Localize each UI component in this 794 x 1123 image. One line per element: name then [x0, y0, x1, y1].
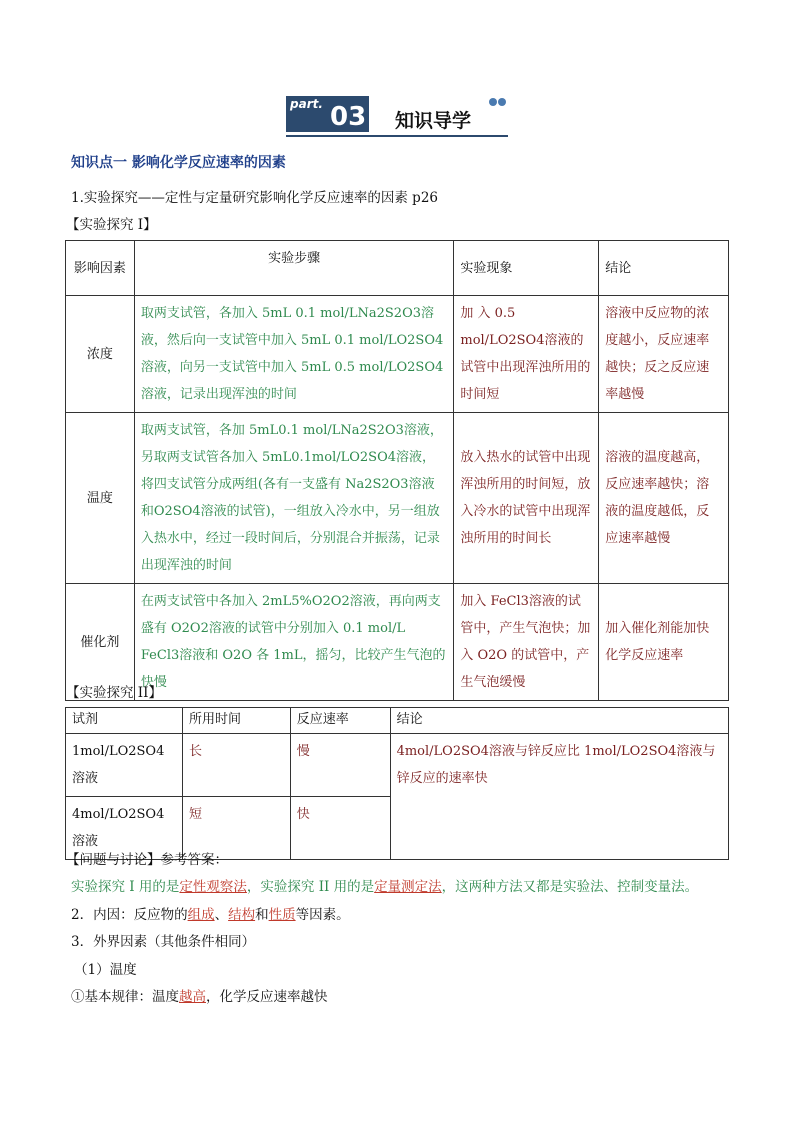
conclusion-cell: 4mol/LO2SO4溶液与锌反应比 1mol/LO2SO4溶液与锌反应的速率快 [390, 734, 728, 860]
header-phenomenon: 实验现象 [454, 241, 599, 296]
discussion-label: 【问题与讨论】参考答案： [66, 852, 228, 868]
phenomenon-cell: 加入 FeCl3溶液的试管中，产生气泡快；加入 O2O 的试管中，产生气泡缓慢 [454, 584, 599, 701]
keyword-composition: 组成 [187, 907, 215, 923]
discussion-part: 实验探究 I 用的是 [71, 879, 180, 895]
part-number: 03 [330, 102, 367, 132]
part-badge [286, 96, 369, 132]
part-title: 知识导学 [395, 110, 472, 132]
discussion-part: ，这两种方法又都是实验法、控制变量法。 [441, 879, 699, 895]
rate-cell: 慢 [290, 734, 390, 797]
rule-text: ，化学反应速率越快 [206, 989, 328, 1005]
item2-sep: 、 [214, 907, 229, 923]
phenomenon-cell: 放入热水的试管中出现浑浊所用的时间短，放入冷水的试管中出现浑浊所用的时间长 [454, 413, 599, 584]
exp2-label: 【实验探究 II】 [66, 685, 162, 701]
item-3: 3．外界因素（其他条件相同） [71, 934, 256, 950]
rule-text: ①基本规律：温度 [71, 989, 179, 1005]
discussion-part: ，实验探究 II 用的是 [246, 879, 375, 895]
header-factor: 影响因素 [66, 241, 135, 296]
reagent-cell: 4mol/LO2SO4 溶液 [66, 797, 183, 860]
experiment-table-1 [65, 240, 729, 701]
part-label: part. [290, 97, 323, 111]
table-row [66, 413, 729, 584]
discussion-text [71, 875, 698, 895]
table-row [66, 734, 729, 797]
conclusion-cell: 加入催化剂能加快化学反应速率 [599, 584, 729, 701]
item2-text: 等因素。 [295, 907, 350, 923]
keyword-quantitative: 定量测定法 [374, 879, 442, 895]
item2-sep: 和 [255, 907, 269, 923]
exp1-label: 【实验探究 I】 [66, 217, 157, 233]
keyword-qualitative: 定性观察法 [179, 879, 247, 895]
item2-text: 2．内因：反应物的 [71, 907, 188, 923]
phenomenon-cell: 加 入 0.5 mol/LO2SO4溶液的试管中出现浑浊所用的时间短 [454, 296, 599, 413]
keyword-property: 性质 [268, 907, 296, 923]
section-title: 知识点一 影响化学反应速率的因素 [71, 155, 286, 171]
item-2 [71, 903, 350, 923]
steps-cell: 取两支试管，各加 5mL0.1 mol/LNa2S2O3溶液，另取两支试管各加入 5mL0.1mol/LO2SO4溶液，将四支试管分成两组(各有一支盛有 Na2S2O3溶液和O2SO4溶液的试管)，一组放入冷水中，另一组放入热水中，经过一段时间后，分别混合并振荡，记录出现浑浊的时间 [134, 413, 454, 584]
time-cell: 短 [182, 797, 290, 860]
decorative-dots-icon [488, 97, 508, 107]
keyword-structure: 结构 [228, 907, 256, 923]
header-reagent: 试剂 [66, 708, 183, 734]
table-row [66, 296, 729, 413]
item-3-1: （1）温度 [74, 962, 137, 978]
header-rule [286, 135, 508, 137]
header-rate: 反应速率 [290, 708, 390, 734]
experiment-table-2 [65, 707, 729, 860]
header-conclusion: 结论 [599, 241, 729, 296]
rate-cell: 快 [290, 797, 390, 860]
rule-line [71, 985, 328, 1005]
table-header-row [66, 241, 729, 296]
intro-line: 1.实验探究——定性与定量研究影响化学反应速率的因素 p26 [71, 190, 438, 206]
steps-cell: 取两支试管，各加入 5mL 0.1 mol/LNa2S2O3溶液，然后向一支试管中加入 5mL 0.1 mol/LO2SO4溶液，向另一支试管中加入 5mL 0.5 mol/LO2SO4溶液，记录出现浑浊的时间 [134, 296, 454, 413]
conclusion-cell: 溶液中反应物的浓度越小，反应速率越快；反之反应速率越慢 [599, 296, 729, 413]
time-cell: 长 [182, 734, 290, 797]
table-row [66, 584, 729, 701]
factor-cell: 催化剂 [66, 584, 135, 701]
steps-cell: 在两支试管中各加入 2mL5%O2O2溶液，再向两支盛有 O2O2溶液的试管中分别加入 0.1 mol/L FeCl3溶液和 O2O 各 1mL，摇匀，比较产生气泡的快慢 [134, 584, 454, 701]
conclusion-cell: 溶液的温度越高，反应速率越快；溶液的温度越低，反应速率越慢 [599, 413, 729, 584]
header-time: 所用时间 [182, 708, 290, 734]
factor-cell: 温度 [66, 413, 135, 584]
header-conclusion: 结论 [390, 708, 728, 734]
keyword-higher: 越高 [179, 989, 206, 1005]
factor-cell: 浓度 [66, 296, 135, 413]
reagent-cell: 1mol/LO2SO4 溶液 [66, 734, 183, 797]
header-steps: 实验步骤 [134, 241, 454, 296]
table-header-row [66, 708, 729, 734]
